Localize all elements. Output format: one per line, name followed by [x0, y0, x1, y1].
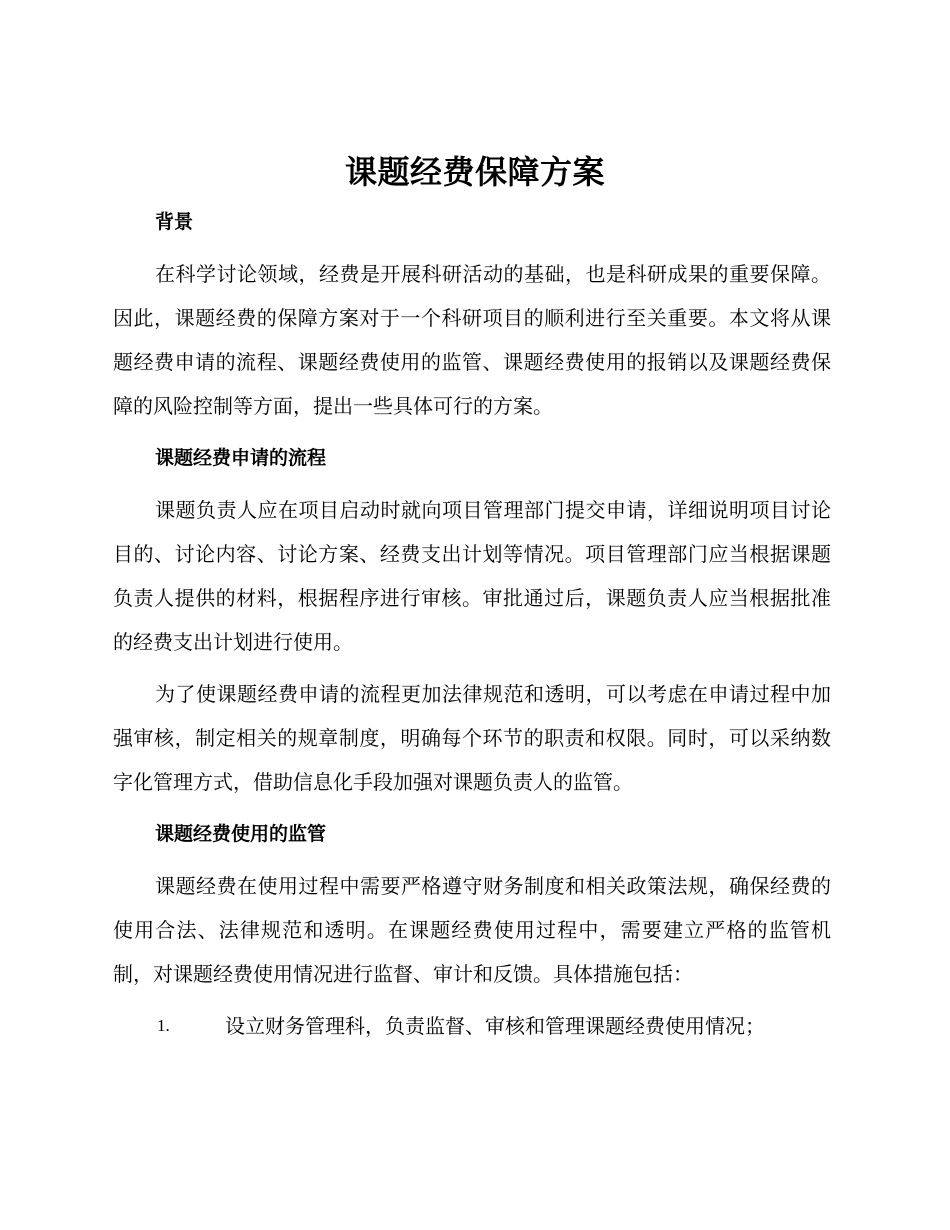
list-item-number: 1.: [157, 1016, 170, 1035]
list-item: [113, 1004, 831, 1048]
paragraph: 课题经费在使用过程中需要严格遵守财务制度和相关政策法规，确保经费的使用合法、法律规范和透明。在课题经费使用过程中，需要建立严格的监管机制，对课题经费使用情况进行监督、审计和反馈。具体措施包括：: [113, 874, 831, 986]
paragraph: 为了使课题经费申请的流程更加法律规范和透明，可以考虑在申请过程中加强审核，制定相关的规章制度，明确每个环节的职责和权限。同时，可以采纳数字化管理方式，借助信息化手段加强对课题负责人的监管。: [113, 682, 831, 794]
section-heading-application-process: 课题经费申请的流程: [155, 447, 327, 469]
section-heading-background: 背景: [155, 211, 194, 233]
section-heading-usage-supervision: 课题经费使用的监管: [155, 823, 327, 845]
list-item-text: 设立财务管理科，负责监督、审核和管理课题经费使用情况；: [225, 1014, 765, 1038]
paragraph: 在科学讨论领域，经费是开展科研活动的基础，也是科研成果的重要保障。因此，课题经费的保障方案对于一个科研项目的顺利进行至关重要。本文将从课题经费申请的流程、课题经费使用的监管、课题经费使用的报销以及课题经费保障的风险控制等方面，提出一些具体可行的方案。: [113, 262, 831, 418]
paragraph: 课题负责人应在项目启动时就向项目管理部门提交申请，详细说明项目讨论目的、讨论内容、讨论方案、经费支出计划等情况。项目管理部门应当根据课题负责人提供的材料，根据程序进行审核。审批通过后，课题负责人应当根据批准的经费支出计划进行使用。: [113, 498, 831, 654]
document-title: 课题经费保障方案: [344, 153, 605, 191]
document-body: [113, 200, 831, 1048]
